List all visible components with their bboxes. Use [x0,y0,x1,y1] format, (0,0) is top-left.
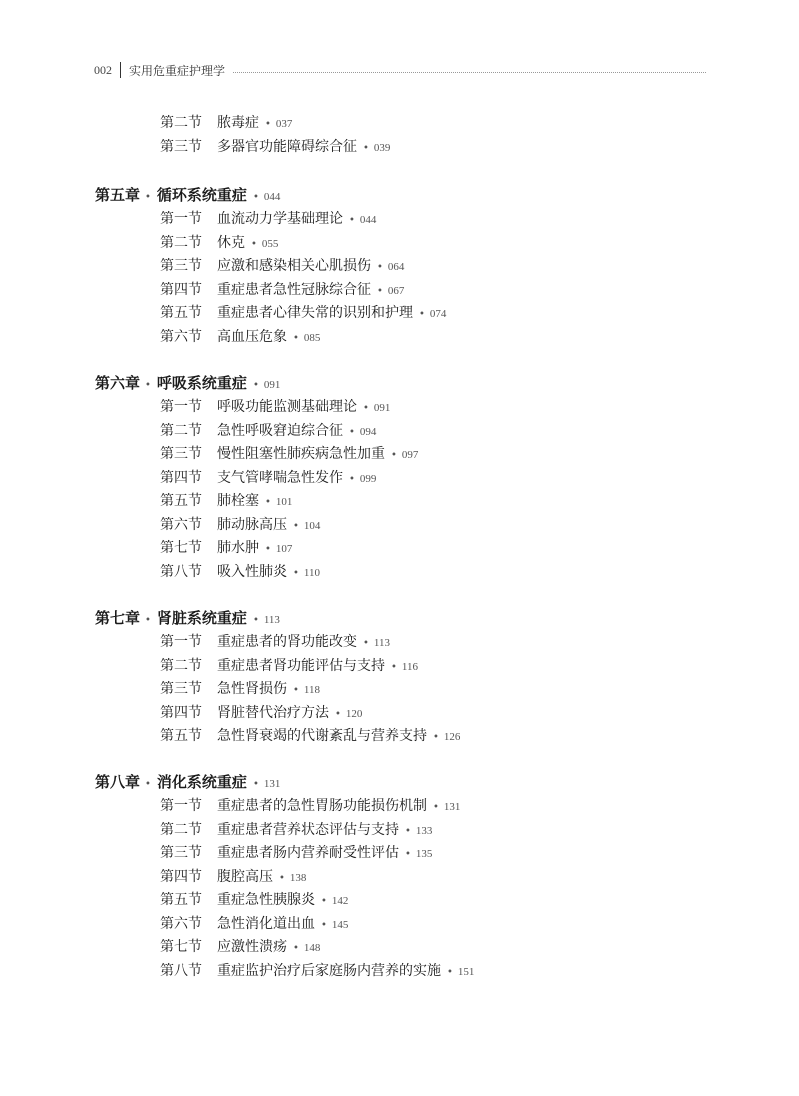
section-page-number: 091 [373,402,391,414]
section-title: 应激和感染相关心肌损伤 [217,258,371,274]
bullet-separator: • [321,896,327,907]
toc-section-entry[interactable] [160,490,292,512]
toc-section-entry[interactable] [160,655,418,677]
toc-section-entry[interactable] [160,279,404,301]
toc-chapter-entry[interactable] [95,184,280,206]
section-title: 重症患者营养状态评估与支持 [217,821,399,838]
section-title: 急性消化道出血 [217,915,315,932]
section-page-number: 116 [401,660,418,673]
section-title: 高血压危象 [217,328,287,345]
running-header [94,60,706,80]
section-number: 第八节 [160,563,202,580]
bullet-separator: • [349,426,355,438]
bullet-separator: • [293,520,299,532]
bullet-separator: • [335,708,341,720]
section-title: 重症患者的肾功能改变 [217,634,357,650]
section-page-number: 064 [387,261,405,273]
header-divider [120,62,121,78]
toc-section-entry[interactable] [160,913,348,935]
chapter-title: 循环系统重症 [156,186,247,204]
bullet-separator: • [433,802,439,813]
section-title: 重症急性胰腺炎 [217,892,315,908]
bullet-separator: • [252,615,259,626]
section-page-number: 039 [373,141,391,154]
section-number: 第六节 [160,328,202,345]
section-page-number: 138 [289,871,307,884]
toc-section-entry[interactable] [160,112,292,134]
section-title: 肺栓塞 [217,493,259,509]
toc-section-entry[interactable] [160,467,376,489]
section-number: 第七节 [160,939,202,955]
toc-section-entry[interactable] [160,561,320,583]
section-number: 第三节 [160,845,202,861]
toc-section-entry[interactable] [160,443,418,465]
bullet-separator: • [252,192,259,203]
section-number: 第四节 [160,281,202,298]
section-page-number: 037 [275,118,293,130]
section-number: 第七节 [160,540,202,556]
section-title: 血流动力学基础理论 [217,211,343,227]
section-number: 第五节 [160,728,202,744]
toc-section-entry[interactable] [160,631,390,653]
section-page-number: 099 [359,472,377,485]
section-page-number: 145 [331,918,349,931]
section-title: 应激性溃疡 [217,939,287,955]
bullet-separator: • [252,779,259,790]
section-title: 吸入性肺炎 [217,563,287,580]
chapter-page-number: 044 [263,191,281,203]
section-title: 多器官功能障碍综合征 [217,138,357,155]
section-title: 重症患者肠内营养耐受性评估 [217,845,399,861]
bullet-separator: • [349,473,355,485]
section-number: 第六节 [160,516,202,533]
bullet-separator: • [145,380,151,391]
section-page-number: 110 [303,566,320,579]
toc-section-entry[interactable] [160,255,404,277]
bullet-separator: • [145,779,151,790]
page-number: 002 [94,62,112,77]
toc-section-entry[interactable] [160,302,446,324]
section-title: 腹腔高压 [217,868,273,885]
bullet-separator: • [363,142,369,154]
section-title: 慢性阻塞性肺疾病急性加重 [217,446,385,462]
bullet-separator: • [391,661,397,673]
section-page-number: 113 [373,637,390,649]
section-page-number: 126 [443,731,461,743]
section-title: 重症监护治疗后家庭肠内营养的实施 [217,962,441,979]
section-number: 第二节 [160,821,202,838]
toc-section-entry[interactable] [160,866,306,888]
bullet-separator: • [433,732,439,743]
bullet-separator: • [405,849,411,860]
section-title: 重症患者的急性胃肠功能损伤机制 [217,798,427,814]
section-page-number: 067 [387,284,405,297]
toc-section-entry[interactable] [160,936,320,958]
toc-chapter-entry[interactable] [95,372,280,394]
section-number: 第五节 [160,305,202,321]
section-title: 重症患者心律失常的识别和护理 [217,305,413,321]
section-page-number: 148 [303,942,321,954]
section-page-number: 118 [303,684,320,696]
section-page-number: 055 [261,237,279,250]
bullet-separator: • [252,380,259,391]
section-number: 第四节 [160,868,202,885]
section-number: 第二节 [160,657,202,674]
toc-section-entry[interactable] [160,537,292,559]
section-page-number: 085 [303,331,321,344]
section-title: 脓毒症 [217,115,259,131]
section-title: 肺水肿 [217,540,259,556]
section-number: 第一节 [160,634,202,650]
bullet-separator: • [265,497,271,508]
bullet-separator: • [293,332,299,344]
section-page-number: 044 [359,214,377,226]
toc-chapter-entry[interactable] [95,607,280,629]
bullet-separator: • [265,119,271,130]
section-number: 第八节 [160,962,202,979]
section-title: 呼吸功能监测基础理论 [217,399,357,415]
chapter-page-number: 091 [263,379,281,391]
section-page-number: 101 [275,496,293,508]
section-number: 第三节 [160,446,202,462]
section-title: 休克 [217,234,245,251]
bullet-separator: • [405,825,411,837]
toc-section-entry[interactable] [160,420,376,442]
bullet-separator: • [293,567,299,579]
toc-section-entry[interactable] [160,819,432,841]
section-number: 第三节 [160,258,202,274]
bullet-separator: • [363,638,369,649]
section-page-number: 104 [303,519,321,532]
toc-section-entry[interactable] [160,725,460,747]
section-title: 急性肾衰竭的代谢紊乱与营养支持 [217,728,427,744]
section-number: 第六节 [160,915,202,932]
bullet-separator: • [251,238,257,250]
bullet-separator: • [145,192,151,203]
chapter-number: 第五章 [95,186,141,204]
chapter-title: 消化系统重症 [156,773,247,791]
section-number: 第二节 [160,234,202,251]
chapter-title: 肾脏系统重症 [156,609,247,627]
chapter-number: 第七章 [95,609,141,627]
section-page-number: 097 [401,449,419,461]
section-number: 第四节 [160,469,202,486]
section-number: 第一节 [160,399,202,415]
book-title: 实用危重症护理学 [129,63,226,78]
toc-section-entry[interactable] [160,514,320,536]
toc-section-entry[interactable] [160,842,432,864]
bullet-separator: • [293,943,299,954]
toc-section-entry[interactable] [160,326,320,348]
bullet-separator: • [321,919,327,931]
section-title: 肾脏替代治疗方法 [217,704,329,721]
chapter-number: 第六章 [95,374,141,392]
section-title: 急性呼吸窘迫综合征 [217,422,343,439]
toc-section-entry[interactable] [160,232,278,254]
chapter-title: 呼吸系统重症 [156,374,247,392]
bullet-separator: • [279,872,285,884]
toc-section-entry[interactable] [160,702,362,724]
section-page-number: 133 [415,824,433,837]
bullet-separator: • [265,544,271,555]
bullet-separator: • [377,262,383,273]
section-page-number: 135 [415,848,433,860]
section-number: 第一节 [160,211,202,227]
section-page-number: 142 [331,895,349,907]
bullet-separator: • [363,403,369,414]
toc-section-entry[interactable] [160,678,320,700]
section-page-number: 107 [275,543,293,555]
bullet-separator: • [391,450,397,461]
toc-section-entry[interactable] [160,396,390,418]
chapter-page-number: 131 [263,778,281,790]
toc-section-entry[interactable] [160,889,348,911]
section-number: 第三节 [160,681,202,697]
bullet-separator: • [447,966,453,978]
section-page-number: 074 [429,308,447,320]
section-number: 第五节 [160,892,202,908]
section-number: 第二节 [160,422,202,439]
toc-section-entry[interactable] [160,795,460,817]
section-title: 重症患者肾功能评估与支持 [217,657,385,674]
section-title: 急性肾损伤 [217,681,287,697]
section-number: 第三节 [160,138,202,155]
section-title: 支气管哮喘急性发作 [217,469,343,486]
chapter-number: 第八章 [95,773,141,791]
header-dotted-rule [233,72,706,73]
section-number: 第五节 [160,493,202,509]
toc-chapter-entry[interactable] [95,771,280,793]
bullet-separator: • [419,309,425,320]
section-number: 第四节 [160,704,202,721]
section-title: 重症患者急性冠脉综合征 [217,281,371,298]
chapter-page-number: 113 [263,614,280,626]
section-page-number: 131 [443,801,461,813]
bullet-separator: • [145,615,151,626]
section-number: 第一节 [160,798,202,814]
bullet-separator: • [377,285,383,297]
section-page-number: 094 [359,425,377,438]
toc-section-entry[interactable] [160,136,390,158]
toc-section-entry[interactable] [160,208,376,230]
section-page-number: 151 [457,965,475,978]
section-page-number: 120 [345,707,363,720]
section-title: 肺动脉高压 [217,516,287,533]
section-number: 第二节 [160,115,202,131]
bullet-separator: • [349,215,355,226]
toc-section-entry[interactable] [160,960,474,982]
bullet-separator: • [293,685,299,696]
